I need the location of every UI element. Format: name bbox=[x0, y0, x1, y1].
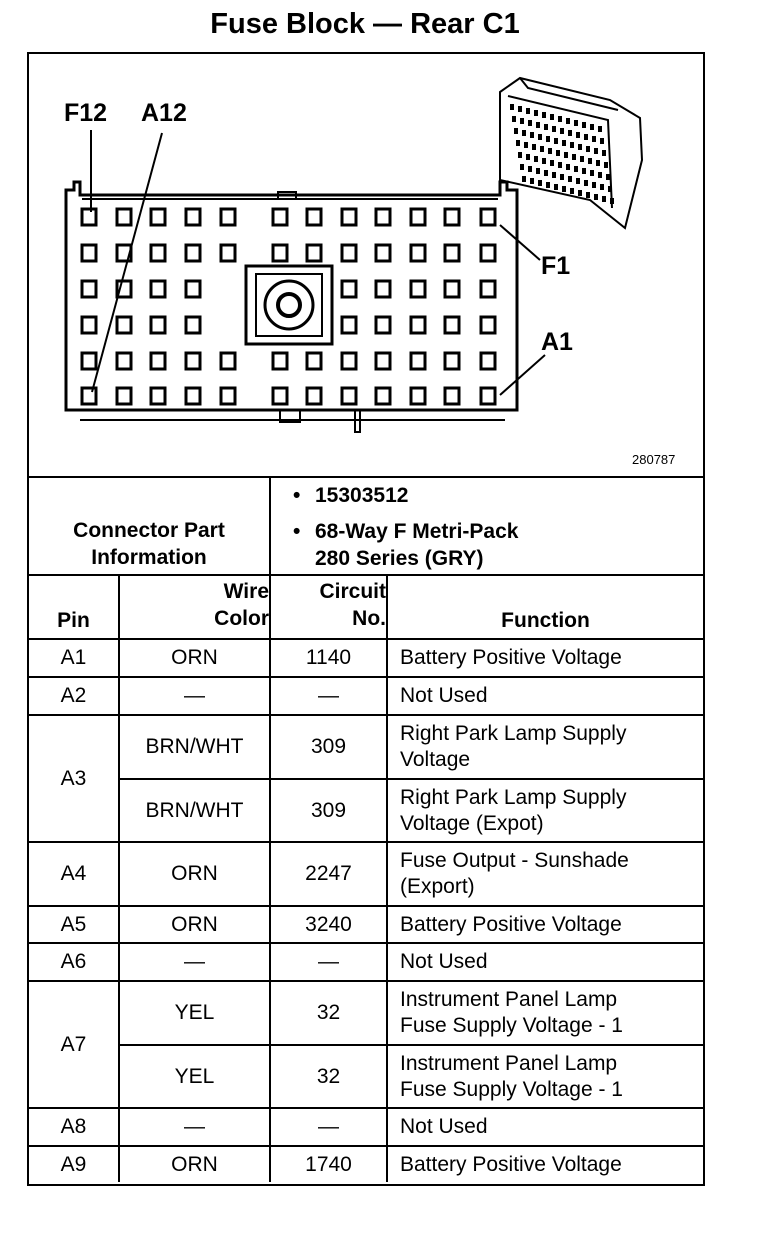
wire-color-cell: — bbox=[184, 684, 205, 707]
wire-color-cell: BRN/WHT bbox=[145, 798, 244, 822]
header-circuit-line1: Circuit bbox=[319, 580, 386, 603]
function-cell bbox=[388, 1046, 703, 1107]
col-divider-partinfo bbox=[269, 476, 271, 576]
function-cell bbox=[388, 716, 703, 778]
pin-cell: A8 bbox=[60, 1115, 87, 1138]
function-cell bbox=[388, 780, 703, 841]
pin-cell: A5 bbox=[60, 912, 87, 936]
header-function: Function bbox=[501, 609, 590, 632]
function-line1: Right Park Lamp Supply bbox=[400, 722, 627, 745]
part-description-line2: 280 Series (GRY) bbox=[315, 547, 484, 570]
pin-cell: A7 bbox=[60, 1032, 87, 1056]
pin-cell: A1 bbox=[60, 646, 87, 669]
circuit-cell: — bbox=[318, 1115, 339, 1138]
function-line2: Fuse Supply Voltage - 1 bbox=[400, 1014, 623, 1037]
pin-cell: A3 bbox=[60, 766, 87, 790]
label-a12: A12 bbox=[141, 99, 187, 127]
part-info-heading-line2: Information bbox=[91, 546, 207, 569]
label-a1: A1 bbox=[541, 328, 573, 356]
circuit-cell: 309 bbox=[310, 735, 347, 758]
circuit-cell: 32 bbox=[316, 1064, 341, 1088]
function-cell bbox=[388, 843, 703, 905]
part-info-heading-line1: Connector Part bbox=[73, 519, 225, 542]
wire-color-cell: — bbox=[184, 950, 205, 973]
function-line2: (Export) bbox=[400, 875, 475, 898]
function-line2: Fuse Supply Voltage - 1 bbox=[400, 1077, 623, 1101]
circuit-cell: 2247 bbox=[305, 862, 352, 885]
wire-color-cell: YEL bbox=[174, 1001, 215, 1024]
function-cell bbox=[388, 982, 703, 1044]
header-wire-color bbox=[120, 576, 269, 638]
function-cell bbox=[388, 640, 703, 676]
function-line1: Not Used bbox=[400, 684, 488, 707]
figure-number: 280787 bbox=[632, 452, 676, 467]
wire-color-cell: ORN bbox=[171, 1152, 218, 1176]
function-line2: Voltage (Expot) bbox=[400, 811, 544, 835]
wire-color-cell: YEL bbox=[174, 1064, 215, 1088]
function-cell bbox=[388, 944, 703, 980]
function-line1: Fuse Output - Sunshade bbox=[400, 849, 629, 872]
header-circuit-line2: No. bbox=[352, 607, 386, 630]
divider-diagram-table bbox=[27, 476, 703, 478]
part-description-line1: • 68-Way F Metri-Pack bbox=[285, 518, 518, 545]
wire-color-cell: ORN bbox=[171, 646, 218, 669]
wire-color-cell: BRN/WHT bbox=[145, 735, 244, 758]
function-line1: Right Park Lamp Supply bbox=[400, 785, 627, 809]
header-pin: Pin bbox=[57, 609, 90, 632]
label-f12: F12 bbox=[64, 99, 108, 127]
part-info-heading bbox=[29, 514, 269, 574]
part-number: • 15303512 bbox=[285, 482, 518, 509]
pin-cell: A2 bbox=[60, 684, 87, 707]
wire-color-cell: — bbox=[184, 1115, 205, 1138]
pin-cell: A9 bbox=[60, 1152, 87, 1176]
part-info-details bbox=[285, 482, 518, 572]
function-line2: Voltage bbox=[400, 748, 471, 771]
label-f1: F1 bbox=[541, 252, 571, 280]
circuit-cell: — bbox=[318, 950, 339, 973]
function-cell bbox=[388, 1147, 703, 1182]
wire-color-cell: ORN bbox=[171, 912, 218, 936]
function-line1: Battery Positive Voltage bbox=[400, 912, 622, 936]
function-line1: Not Used bbox=[400, 1115, 488, 1138]
function-line1: Instrument Panel Lamp bbox=[400, 1051, 618, 1075]
function-line1: Battery Positive Voltage bbox=[400, 646, 622, 669]
page-title: Fuse Block — Rear C1 bbox=[210, 8, 520, 40]
function-line1: Not Used bbox=[400, 950, 488, 973]
circuit-cell: 1140 bbox=[305, 646, 352, 669]
header-wire-color-line2: Color bbox=[214, 607, 269, 630]
circuit-cell: — bbox=[318, 684, 339, 707]
function-line1: Instrument Panel Lamp bbox=[400, 988, 618, 1011]
function-cell bbox=[388, 1109, 703, 1145]
pin-cell: A6 bbox=[60, 950, 87, 973]
function-line1: Battery Positive Voltage bbox=[400, 1152, 622, 1176]
circuit-cell: 309 bbox=[310, 798, 347, 822]
header-circuit bbox=[271, 576, 386, 638]
header-wire-color-line1: Wire bbox=[223, 580, 269, 603]
wire-color-cell: ORN bbox=[171, 862, 218, 885]
circuit-cell: 1740 bbox=[305, 1152, 352, 1176]
circuit-cell: 32 bbox=[316, 1001, 341, 1024]
function-cell bbox=[388, 678, 703, 714]
pin-cell: A4 bbox=[60, 862, 87, 885]
function-cell bbox=[388, 907, 703, 942]
circuit-cell: 3240 bbox=[305, 912, 352, 936]
